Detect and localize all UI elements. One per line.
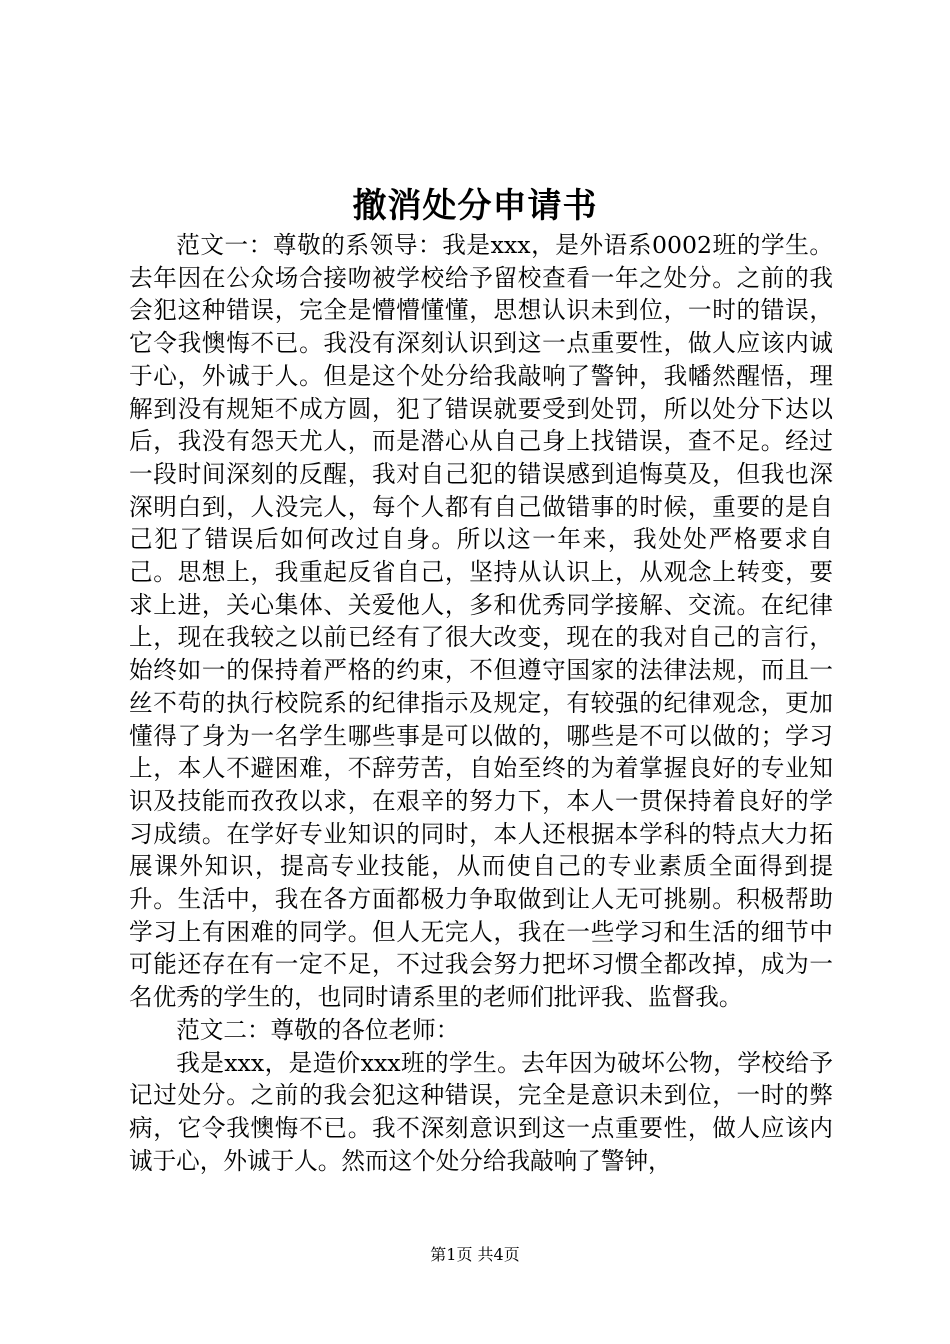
paragraph: 我是xxx，是造价xxx班的学生。去年因为破坏公物，学校给予记过处分。之前的我会犯这种错误，完全是意识未到位，一时的弊病，它令我懊悔不已。我不深刻意识到这一点重要性，做人应该内诚于心，外诚于人。然而这个处分给我敲响了警钟， xyxy=(129,1048,833,1175)
paragraph: 范文二：尊敬的各位老师： xyxy=(176,1015,460,1044)
paragraph: 范文一：尊敬的系领导：我是xxx，是外语系0002班的学生。去年因在公众场合接吻被学校给予留校查看一年之处分。之前的我会犯这种错误，完全是懵懵懂懂，思想认识未到位，一时的错误，它令我懊悔不已。我没有深刻认识到这一点重要性，做人应该内诚于心，外诚于人。但是这个处分给我敲响了警钟，我幡然醒悟，理解到没有规矩不成方圆，犯了错误就要受到处罚，所以处分下达以后，我没有怨天尤人，而是潜心从自己身上找错误，查不足。经过一段时间深刻的反醒，我对自己犯的错误感到追悔莫及，但我也深深明白到，人没完人，每个人都有自己做错事的时候，重要的是自己犯了错误后如何改过自身。所以这一年来，我处处严格要求自己。思想上，我重起反省自己，坚持从认识上，从观念上转变，要求上进，关心集体、关爱他人，多和优秀同学接解、交流。在纪律上，现在我较之以前已经有了很大改变，现在的我对自己的言行，始终如一的保持着严格的约束，不但遵守国家的法律法规，而且一丝不苟的执行校院系的纪律指示及规定，有较强的纪律观念，更加懂得了身为一名学生哪些事是可以做的，哪些是不可以做的；学习上，本人不避困难，不辞劳苦，自始至终的为着掌握良好的专业知识及技能而孜孜以求，在艰辛的努力下，本人一贯保持着良好的学习成绩。在学好专业知识的同时，本人还根据本学科的特点大力拓展课外知识，提高专业技能，从而使自己的专业素质全面得到提升。生活中，我在各方面都极力争取做到让人无可挑剔。积极帮助学习上有困难的同学。但人无完人，我在一些学习和生活的细节中可能还存在有一定不足，不过我会努力把坏习惯全都改掉，成为一名优秀的学生的，也同时请系里的老师们批评我、监督我。 xyxy=(129,231,833,1012)
document-body xyxy=(129,229,833,1177)
page-footer: 第1页 共4页 xyxy=(430,1245,520,1264)
document-title: 撤消处分申请书 xyxy=(352,186,598,226)
